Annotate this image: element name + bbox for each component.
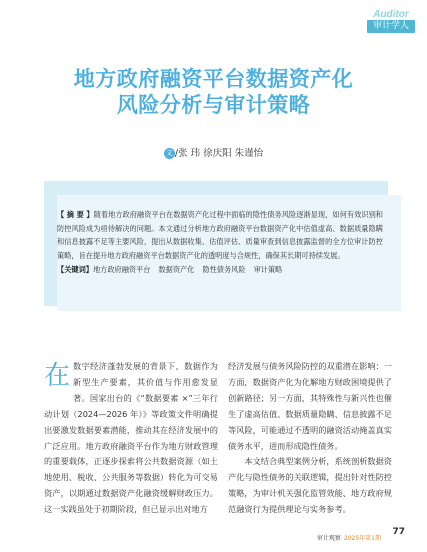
keyword-item: 审计策略 <box>253 265 283 274</box>
keyword-item: 数据资产化 <box>158 265 195 274</box>
abstract-label: 【 摘 要 】 <box>57 210 94 219</box>
keywords-line <box>57 263 383 277</box>
author-prefix-badge: 文 <box>165 149 173 157</box>
keywords-label: 【关键词】 <box>57 265 93 274</box>
abstract-text: 随着地方政府融资平台在数据资产化过程中面临的隐性债务风险逐渐显现，如何有效识别和防控风险成为亟待解决的问题。本文通过分析地方政府融资平台数据资产化中估值虚高、数据质量隐瞒和信息披露不足等主要风险，提出从数据收集、估值评估、质量审查到信息披露监督的全方位审计防控策略，旨在提升地方政府融资平台数据资产化的透明度与合规性，确保其长期可持续发展。 <box>57 210 383 260</box>
body-paragraph-1: 数字经济蓬勃发展的背景下，数据作为新型生产要素，其价值与作用愈发显著。国家出台的《“数据要素 ×”三年行动计划（2024—2026 年）》等政策文件明确提出要激发数据要素潜能，推动其在经济发展中的广泛应用。地方政府融资平台作为地方财政管理的重要载体，正逐步探索将公共数据资源（如土地使用、税收、公共服务等数据）转化为可交易资产，以期通过数据资产化融资缓解财政压力。这一实践虽处于初期阶段，但已显示出对地方 <box>44 361 218 515</box>
column-tag <box>367 9 415 33</box>
article-title-line-2: 风险分析与审计策略 <box>116 93 311 117</box>
page-number: 77 <box>392 527 405 537</box>
column-tag-cn: 审计学人 <box>367 20 415 33</box>
column-tag-en: Auditor <box>373 9 409 20</box>
drop-cap: 在 <box>44 361 71 391</box>
article-title-line-1: 地方政府融资平台数据资产化 <box>73 67 354 91</box>
abstract-block <box>57 208 383 277</box>
footer-journal-info <box>317 533 381 542</box>
keyword-item: 地方政府融资平台 <box>92 265 151 274</box>
body-paragraph-continued: 经济发展与债务风险防控的双重潜在影响：一方面，数据资产化为化解地方财政困境提供了创新路径；另一方面，其特殊性与新兴性也催生了虚高估值、数据质量隐瞒、信息披露不足等风险，可能通过不透明的融资活动掩盖真实债务水平，进而形成隐性债务。 <box>228 361 392 451</box>
journal-name: 审计观察 <box>316 535 341 542</box>
authors-line <box>0 145 427 159</box>
body-column-left <box>44 359 218 518</box>
body-column-right <box>228 359 392 518</box>
journal-issue: 2025年第1期 <box>343 535 381 542</box>
body-paragraph-2: 本文结合典型案例分析，系统剖析数据资产化与隐性债务的关联逻辑，提出针对性防控策略，为审计机关强化监管效能、地方政府规范融资行为提供理论与实务参考。 <box>228 456 392 515</box>
author-names: /张 玮 徐庆阳 朱谨怡 <box>174 148 264 159</box>
keyword-item: 隐性债务风险 <box>202 265 246 274</box>
